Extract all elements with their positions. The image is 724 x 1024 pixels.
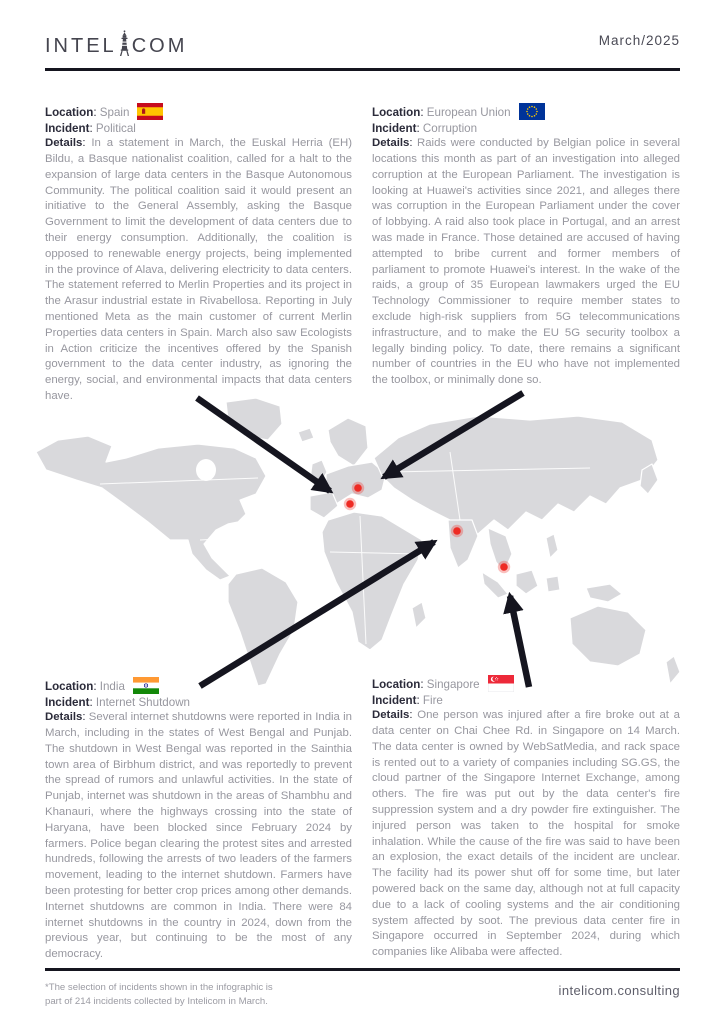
incident-value: Fire bbox=[422, 693, 443, 707]
map-sumatra bbox=[482, 572, 508, 598]
incident-line: Incident: Political bbox=[45, 121, 136, 135]
incident-line: Incident: Fire bbox=[372, 693, 443, 707]
incident-card-india bbox=[45, 677, 352, 963]
details-text: Several internet shutdowns were reported in India in March, including in the states of West Bengal and Punjab. The shutdown in West Bengal was reported in the Sainthia town area of Birbhum district, and was reportedly to prevent the spread of rumors and unlawful activities. In the state of Punjab, internet was shutdown in the areas of Shambhu and Khanauri, where the highways crossing into the state of Haryana, have been blocked since February 2024 by farmers. Police began clearing the protest sites and arrested hundreds, following the arrests of two leaders of the farmers movement, leading to the internet shutdown. Farmers have been protesting for better crop prices among other demands. Internet shutdowns are common in India. There were 84 internet shutdowns in the country in 2024, down from the previous year, but continuing to be the most of any democracy. bbox=[45, 711, 352, 961]
incident-value: Internet Shutdown bbox=[95, 695, 191, 709]
location-label: Location bbox=[372, 678, 421, 691]
world-map bbox=[30, 392, 692, 692]
incident-line: Incident: Corruption bbox=[372, 121, 478, 135]
details-text: One person was injured after a fire broke out at a data center on Chai Chee Rd. in Singapore on 14 March. The data center is owned by WebSatMedia, and rack space is rented out to a variety of companies including SG.GS, the cloud partner of the Singapore Internet Exchange, among others. The fire was put out by the data center's fire suppression system and a dry powder fire extinguisher. The injured person was taken to the hospital for smoke inhalation. While the cause of the fire was said to have been an explosion, the exact details of the incident are unclear. The facility had its power shut off for some time, but later powered back on the same day, although not at full capacity due to a lack of cooling systems and the air conditioning system affected by soot. The previous data center fire in Singapore occurred in September 2024, during which companies like Alibaba were affected. bbox=[372, 709, 680, 959]
location-line: Location: European Union bbox=[372, 103, 680, 121]
brand-prefix: INTEL bbox=[45, 35, 117, 57]
incident-card-singapore bbox=[372, 675, 680, 961]
location-label: Location bbox=[372, 106, 421, 119]
incident-card-spain bbox=[45, 103, 352, 405]
map-iberia bbox=[310, 492, 338, 518]
header-rule bbox=[45, 68, 680, 71]
map-uk bbox=[310, 460, 327, 484]
issue-date: March/2025 bbox=[598, 33, 680, 48]
map-philippines bbox=[546, 534, 558, 558]
map-australia bbox=[570, 606, 646, 666]
details-paragraph: Details: Several internet shutdowns were reported in India in March, including in the states of West Bengal and Punjab. The shutdown in West Bengal was reported in the Sainthia town area of Birbhum district, and was reportedly to prevent the spread of rumors and unlawful activities. In the state of Punjab, internet was shutdown in the areas of Shambhu and Khanauri, where the highways crossing into the state of Haryana, have been blocked since February 2024 by farmers. Police began clearing the protest sites and arrested hundreds, following the arrests of two leaders of the farmers movement, leading to the internet shutdown. Farmers have been protesting for better crop prices among other demands. Internet shutdowns are common in India. There were 84 internet shutdowns in the country in 2024, down from the previous year, but continuing to be the most of any democracy. bbox=[45, 711, 352, 961]
map-africa bbox=[322, 512, 422, 650]
details-text: Raids were conducted by Belgian police in several locations this month as part of an investigation into alleged corruption at the European Parliament. The investigation is looking at Huawei's activities since 2021, and alleges there was corruption in the European Parliament under the cover of lobbying. A raid also took place in Portugal, and an arrest was made in France. Those detained are accused of having attempted to bribe current and former members of parliament to promote Huawei's interest. In the wake of the raids, a group of 35 European lawmakers urged the EU Technology Commissioner to require member states to exclude high-risk suppliers from 5G telecommunications infrastructure, and to make the EU 5G security toolbox a legally binding policy. To date, there remains a significant number of countries in the EU who have not implemented the toolbox, or minimally done so. bbox=[372, 137, 680, 387]
incident-label: Incident bbox=[372, 121, 417, 135]
footnote-line-2: part of 214 incidents collected by Intelicom in March. bbox=[45, 995, 268, 1007]
incident-label: Incident bbox=[45, 695, 90, 709]
footnote bbox=[45, 981, 273, 1008]
map-scandinavia bbox=[328, 418, 368, 466]
lighthouse-icon bbox=[118, 30, 131, 63]
details-text: In a statement in March, the Euskal Herria (EH) Bildu, a Basque nationalist coalition, called for a halt to the expansion of large data centers in the Basque Autonomous Community. The political coalition said it would present an initiative to the General Assembly, asking the Basque Government to limit the development of data centers due to their energy consumption. Additionally, the coalition is opposed to renewable energy projects, being implemented in the province of Alava, delivering electricity to data centers. The statement referred to Merlin Properties and its project in the Arasur industrial estate in Rivabellosa. Reporting in July mentioned Meta as the main customer of current Merlin Properties data centers in Spain. March also saw Ecologists in Action criticize the incentives offered by the Spanish government to the data center industry, as ignoring the energy, social, and environmental impacts that data centers have. bbox=[45, 137, 352, 402]
details-label: Details bbox=[45, 711, 83, 724]
incident-card-eu bbox=[372, 103, 680, 389]
location-line: Location: Singapore bbox=[372, 675, 680, 693]
location-label: Location bbox=[45, 680, 94, 693]
location-value: India bbox=[99, 680, 125, 693]
eu-flag-icon bbox=[519, 103, 545, 120]
singapore-flag-icon bbox=[488, 675, 514, 692]
location-label: Location bbox=[45, 106, 94, 119]
details-paragraph: Details: Raids were conducted by Belgian police in several locations this month as part of an investigation into alleged corruption at the European Parliament. The investigation is looking at Huawei's activities since 2021, and alleges there was corruption in the European Parliament under the cover of lobbying. A raid also took place in Portugal, and an arrest was made in France. Those detained are accused of having attempted to bribe current and former members of parliament to promote Huawei's interest. In the wake of the raids, a group of 35 European lawmakers urged the EU Technology Commissioner to require member states to exclude high-risk suppliers from 5G telecommunications infrastructure, and to make the EU 5G security toolbox a legally binding policy. To date, there remains a significant number of countries in the EU who have not implemented the toolbox, or minimally done so. bbox=[372, 137, 680, 387]
map-asia bbox=[374, 416, 658, 534]
map-borneo bbox=[516, 570, 538, 594]
map-indochina bbox=[488, 528, 512, 572]
location-line: Location: India bbox=[45, 677, 352, 695]
spain-flag-icon bbox=[137, 103, 163, 120]
map-new-guinea bbox=[586, 584, 622, 602]
incident-value: Corruption bbox=[422, 121, 478, 135]
incident-label: Incident bbox=[45, 121, 90, 135]
location-value: Singapore bbox=[426, 678, 480, 691]
details-label: Details bbox=[45, 137, 83, 150]
incident-value: Political bbox=[95, 121, 136, 135]
details-label: Details bbox=[372, 709, 410, 722]
location-line: Location: Spain bbox=[45, 103, 352, 121]
location-value: Spain bbox=[99, 106, 130, 119]
details-label: Details bbox=[372, 137, 410, 150]
details-paragraph: Details: One person was injured after a fire broke out at a data center on Chai Chee Rd. in Singapore on 14 March. The data center is owned by WebSatMedia, and rack space is rented out to a variety of companies including SG.GS, the cloud partner of the Singapore Internet Exchange, among others. The fire was put out by the data center's fire suppression system and a dry powder fire extinguisher. The injured person was taken to the hospital for smoke inhalation. While the cause of the fire was said to have been an explosion, the exact details of the incident are unclear. The facility had its power shut off for some time, but later powered back on the same day, although not at full capacity due to a lack of cooling systems and the air conditioning system affected by soot. The previous data center fire in Singapore occurred in September 2024, during which companies like Alibaba were affected. bbox=[372, 709, 680, 959]
brand-logo bbox=[45, 30, 187, 63]
incident-label: Incident bbox=[372, 693, 417, 707]
incident-line: Incident: Internet Shutdown bbox=[45, 695, 191, 709]
map-hudson-bay bbox=[196, 459, 216, 481]
map-north-america bbox=[36, 436, 266, 580]
website-link[interactable]: intelicom.consulting bbox=[558, 983, 680, 998]
map-india bbox=[448, 520, 478, 568]
map-madagascar bbox=[412, 602, 426, 628]
details-paragraph: Details: In a statement in March, the Euskal Herria (EH) Bildu, a Basque nationalist coalition, called for a halt to the expansion of large data centers in the Basque Autonomous Community. The political coalition said it would present an initiative to the General Assembly, asking the Basque Government to limit the development of data centers due to their energy consumption. Additionally, the coalition is opposed to renewable energy projects, being implemented in the province of Alava, delivering electricity to data centers. The statement referred to Merlin Properties and its project in the Arasur industrial estate in Rivabellosa. Reporting in July mentioned Meta as the main customer of current Merlin Properties data centers in Spain. March also saw Ecologists in Action criticize the incentives offered by the Spanish government to the data center industry, as ignoring the energy, social, and environmental impacts that data centers have. bbox=[45, 137, 352, 402]
brand-suffix: COM bbox=[131, 35, 188, 57]
footnote-line-1: *The selection of incidents shown in the infographic is bbox=[45, 982, 273, 993]
map-south-america bbox=[228, 568, 298, 686]
india-flag-icon bbox=[133, 677, 159, 694]
location-value: European Union bbox=[426, 106, 511, 119]
footer-rule bbox=[45, 968, 680, 971]
